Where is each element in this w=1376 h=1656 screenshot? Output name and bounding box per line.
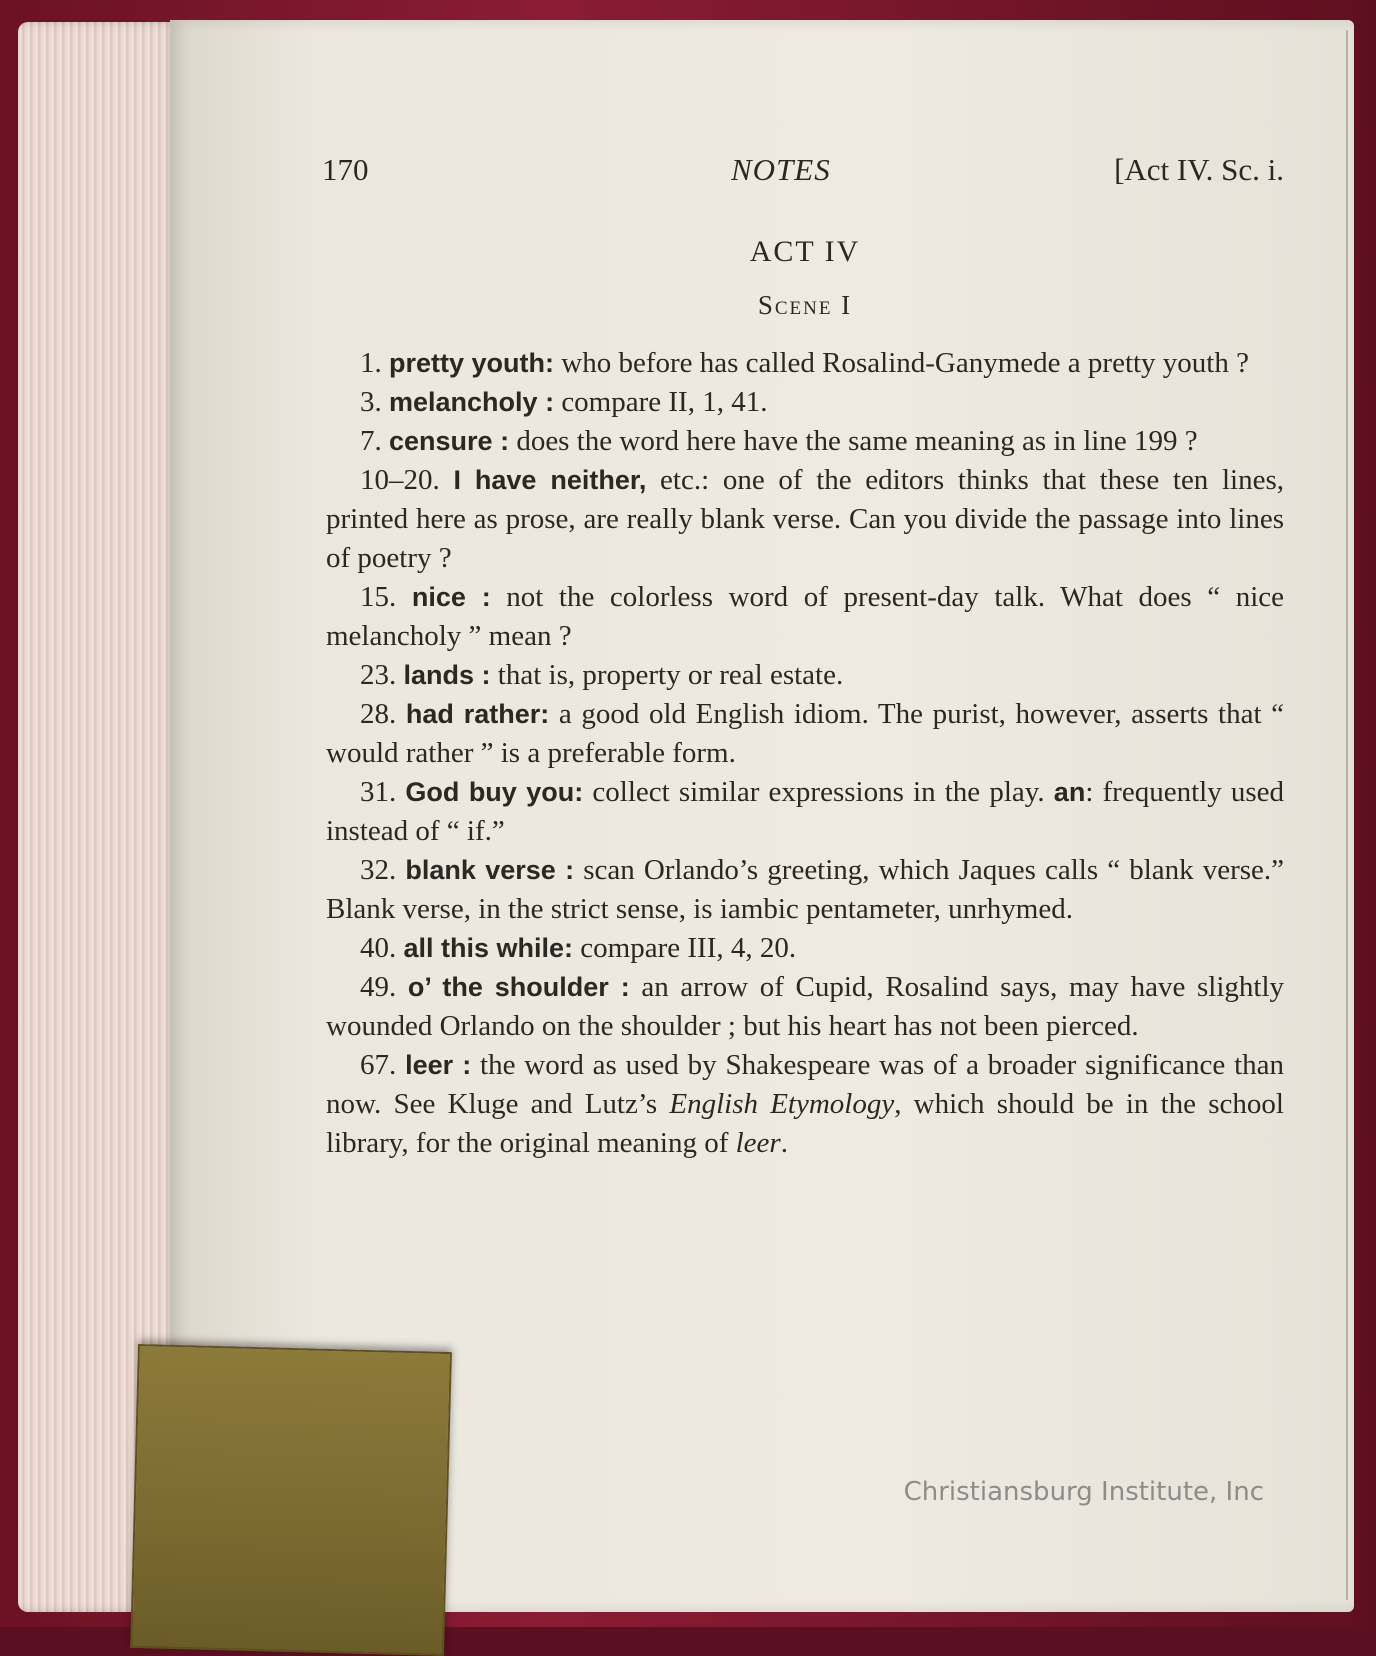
note-number: 28. bbox=[360, 698, 397, 730]
note-text: a good old English idiom. The purist, however, asserts that “ would rather ” is a preferable form. bbox=[326, 698, 1285, 769]
note-term: pretty youth bbox=[389, 348, 546, 378]
note-1 bbox=[326, 344, 1284, 383]
note-separator: : bbox=[465, 582, 491, 612]
note-32 bbox=[326, 851, 1284, 929]
note-term: o’ the shoulder bbox=[407, 972, 609, 1002]
book-title: English Etymology bbox=[669, 1088, 895, 1120]
note-term: leer bbox=[405, 1050, 454, 1080]
note-15 bbox=[326, 578, 1284, 656]
note-term: blank verse bbox=[405, 855, 556, 885]
italic-word: leer bbox=[735, 1127, 781, 1159]
note-number: 10–20. bbox=[360, 464, 440, 496]
note-number: 31. bbox=[360, 776, 397, 808]
page-gutter-line bbox=[1346, 30, 1348, 1600]
note-separator: : bbox=[564, 933, 574, 963]
note-text: collect similar expressions in the play. bbox=[583, 776, 1045, 808]
note-number: 40. bbox=[360, 932, 397, 964]
note-text: etc.: one of the editors thinks that these ten lines, printed here as prose, are really blank verse. Can you divide the passage into lines of poetry ? bbox=[326, 464, 1285, 574]
note-separator: : bbox=[608, 972, 630, 1002]
note-number: 49. bbox=[360, 971, 397, 1003]
note-separator: : bbox=[545, 348, 555, 378]
note-separator: : bbox=[453, 1050, 472, 1080]
note-term: lands bbox=[403, 660, 475, 690]
page-number: 170 bbox=[322, 152, 369, 187]
note-10-20 bbox=[326, 461, 1284, 578]
watermark: Christiansburg Institute, Inc bbox=[903, 1477, 1264, 1507]
note-text: compare III, 4, 20. bbox=[573, 932, 797, 964]
note-text: that is, property or real estate. bbox=[490, 659, 844, 691]
note-31 bbox=[326, 773, 1284, 851]
note-separator: : bbox=[540, 699, 550, 729]
note-text: not the colorless word of present-day talk. What does “ nice melancholy ” mean ? bbox=[326, 581, 1284, 652]
note-number: 67. bbox=[360, 1049, 397, 1081]
running-title: NOTES bbox=[731, 152, 831, 187]
note-number: 23. bbox=[360, 659, 397, 691]
note-number: 1. bbox=[360, 347, 382, 379]
note-text: the word as used by Shakespeare was of a broader significance than now. See Kluge and Lutz’s bbox=[326, 1049, 1284, 1120]
note-text: an arrow of Cupid, Rosalind says, may have slightly wounded Orlando on the shoulder ; but his heart has not been pierced. bbox=[326, 971, 1284, 1042]
note-subtext: : frequently used instead of “ if.” bbox=[326, 776, 1285, 847]
note-separator: : bbox=[474, 660, 491, 690]
running-head bbox=[322, 150, 1284, 210]
note-term: I have neither, bbox=[453, 465, 647, 495]
note-text: does the word here have the same meaning as in line 199 ? bbox=[509, 425, 1198, 457]
note-number: 7. bbox=[360, 425, 382, 457]
note-number: 32. bbox=[360, 854, 397, 886]
note-separator: : bbox=[537, 387, 555, 417]
note-49 bbox=[326, 968, 1284, 1046]
note-text-cont: , which should be in the school library, for the original meaning of bbox=[326, 1088, 1284, 1159]
note-term: melancholy bbox=[389, 387, 538, 417]
scene-heading: Scene I bbox=[757, 290, 853, 320]
act-heading: ACT IV bbox=[749, 235, 861, 268]
note-term: had rather bbox=[405, 699, 541, 729]
note-text: compare II, 1, 41. bbox=[554, 386, 768, 418]
note-67 bbox=[326, 1046, 1284, 1163]
note-number: 15. bbox=[360, 581, 397, 613]
note-40 bbox=[326, 929, 1284, 968]
note-subterm: an bbox=[1053, 777, 1086, 807]
ribbon-bookmark bbox=[130, 1344, 452, 1656]
note-term: nice bbox=[411, 582, 466, 612]
note-separator: : bbox=[574, 777, 584, 807]
note-separator: : bbox=[492, 426, 510, 456]
note-term: censure bbox=[389, 426, 493, 456]
note-23 bbox=[326, 656, 1284, 695]
page-text bbox=[322, 150, 1285, 1163]
note-text: who before has called Rosalind-Ganymede a pretty youth ? bbox=[554, 347, 1249, 379]
note-28 bbox=[326, 695, 1284, 773]
note-number: 3. bbox=[360, 386, 382, 418]
note-separator: : bbox=[555, 855, 575, 885]
note-text: scan Orlando’s greeting, which Jaques calls “ blank verse.” Blank verse, in the strict sense, is iambic pentameter, unrhymed. bbox=[326, 854, 1285, 925]
note-3 bbox=[326, 383, 1284, 422]
note-7 bbox=[326, 422, 1284, 461]
note-term: all this while bbox=[403, 933, 565, 963]
note-term: God buy you bbox=[405, 777, 575, 807]
note-text-end: . bbox=[780, 1127, 788, 1159]
running-section: [Act IV. Sc. i. bbox=[1114, 152, 1284, 187]
